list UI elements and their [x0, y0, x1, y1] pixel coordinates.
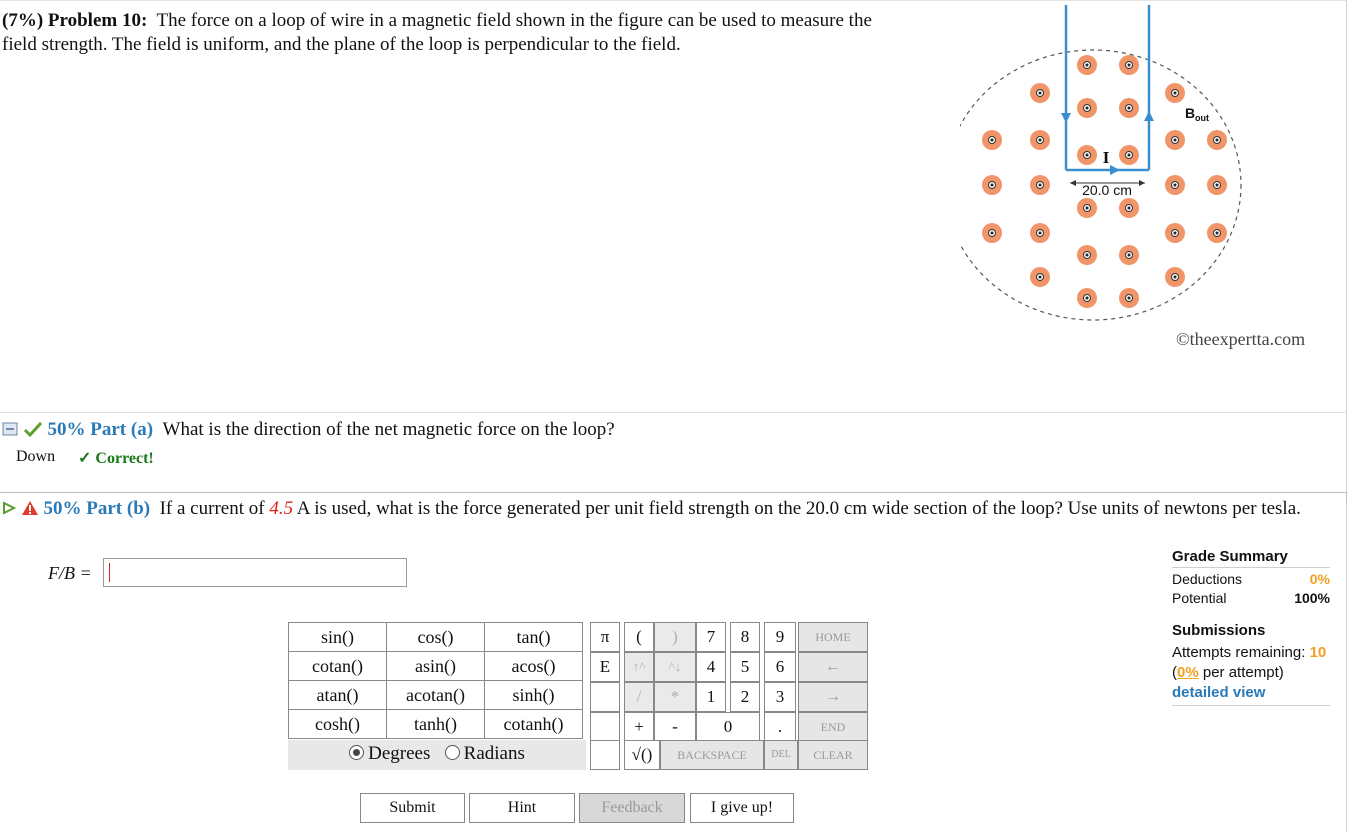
key-1[interactable]: 1	[696, 682, 726, 712]
field-dot-core	[1039, 232, 1042, 235]
field-dot-core	[1086, 207, 1089, 210]
potential-label: Potential	[1172, 590, 1227, 606]
field-dot-core	[1086, 64, 1089, 67]
answer-label: F/B =	[48, 563, 92, 583]
key-home[interactable]: HOME	[798, 622, 868, 652]
field-dot-core	[1039, 139, 1042, 142]
field-dot-core	[1128, 64, 1131, 67]
key-acotan[interactable]: acotan()	[387, 681, 485, 710]
key-e[interactable]: E	[590, 652, 620, 682]
field-dot-core	[1086, 297, 1089, 300]
key-sqrt[interactable]: √()	[624, 740, 660, 770]
field-dot-core	[1128, 297, 1131, 300]
key-del[interactable]: DEL	[764, 740, 798, 770]
part-b-label: Part (b)	[86, 498, 151, 519]
function-keypad	[288, 622, 583, 739]
key-decimal[interactable]: .	[764, 712, 796, 742]
checkmark-icon	[23, 421, 43, 437]
detailed-view-link[interactable]: detailed view	[1172, 684, 1266, 701]
key-close-paren[interactable]: )	[654, 622, 696, 652]
key-blank-3	[590, 740, 620, 770]
field-dot-core	[1128, 107, 1131, 110]
give-up-button[interactable]: I give up!	[690, 793, 794, 823]
field-dot-core	[1086, 107, 1089, 110]
field-dot-core	[1128, 207, 1131, 210]
figure-credit: ©theexpertta.com	[1176, 329, 1306, 349]
field-dot-core	[1174, 232, 1177, 235]
field-label: B	[1185, 105, 1196, 121]
key-atan[interactable]: atan()	[289, 681, 387, 710]
key-up[interactable]: ↑^	[624, 652, 654, 682]
key-9[interactable]: 9	[764, 622, 796, 652]
problem-title: Problem 10:	[47, 10, 148, 31]
key-acos[interactable]: acos()	[485, 652, 583, 681]
key-sin[interactable]: sin()	[289, 623, 387, 652]
hint-button[interactable]: Hint	[469, 793, 575, 823]
width-label: 20.0 cm	[1082, 182, 1132, 198]
submit-button[interactable]: Submit	[360, 793, 465, 823]
current-label: I	[1102, 148, 1110, 167]
feedback-button[interactable]: Feedback	[579, 793, 685, 823]
save-icon[interactable]	[2, 422, 18, 436]
current-value: 4.5	[269, 498, 294, 519]
play-arrow-icon	[2, 501, 16, 515]
key-4[interactable]: 4	[696, 652, 726, 682]
field-dot-core	[1086, 254, 1089, 257]
field-dot-core	[1086, 154, 1089, 157]
answer-input[interactable]	[103, 558, 407, 587]
field-dot-core	[1128, 254, 1131, 257]
part-b-percent: 50%	[43, 498, 82, 519]
attempts-value: 10	[1309, 644, 1327, 661]
field-dot-core	[1216, 184, 1219, 187]
per-attempt-pct: 0%	[1177, 664, 1199, 681]
key-7[interactable]: 7	[696, 622, 726, 652]
per-attempt-text: per attempt)	[1202, 664, 1284, 681]
radians-label: Radians	[463, 743, 525, 764]
key-plus[interactable]: +	[624, 712, 654, 742]
deductions-label: Deductions	[1172, 571, 1243, 587]
key-blank-1	[590, 682, 620, 712]
field-dot-core	[1174, 184, 1177, 187]
key-clear[interactable]: CLEAR	[798, 740, 868, 770]
grade-summary: Grade Summary Deductions 0% Potential 100% Submissions Attempts remaining: 10 (0% per attempt) detailed view	[1172, 548, 1330, 706]
field-dot-core	[1039, 184, 1042, 187]
part-a-percent: 50%	[47, 419, 86, 440]
part-a-answer: Down	[16, 448, 56, 465]
field-dot-core	[1174, 276, 1177, 279]
key-2[interactable]: 2	[730, 682, 760, 712]
key-minus[interactable]: -	[654, 712, 696, 742]
part-a-question: What is the direction of the net magnetic force on the loop?	[162, 419, 615, 440]
key-6[interactable]: 6	[764, 652, 796, 682]
field-dot-core	[1216, 232, 1219, 235]
field-dot-core	[1039, 92, 1042, 95]
field-dot-core	[1128, 154, 1131, 157]
field-dot-core	[1039, 276, 1042, 279]
part-b-question-post: A is used, what is the force generated per unit field strength on the 20.0 cm wide section of the loop? Use units of newtons per tesla.	[296, 498, 1301, 519]
key-3[interactable]: 3	[764, 682, 796, 712]
key-8[interactable]: 8	[730, 622, 760, 652]
key-right-arrow[interactable]: →	[798, 682, 868, 712]
submissions-title: Submissions	[1172, 622, 1266, 639]
key-down[interactable]: ^↓	[654, 652, 696, 682]
key-left-arrow[interactable]: ←	[798, 652, 868, 682]
key-asin[interactable]: asin()	[387, 652, 485, 681]
field-dot-core	[1174, 92, 1177, 95]
part-a-label: Part (a)	[90, 419, 154, 440]
field-dot-core	[991, 139, 994, 142]
key-0[interactable]: 0	[696, 712, 760, 742]
potential-value: 100%	[1294, 590, 1330, 606]
key-cotan[interactable]: cotan()	[289, 652, 387, 681]
key-tan[interactable]: tan()	[485, 623, 583, 652]
part-a-header	[2, 419, 615, 441]
degrees-label: Degrees	[368, 743, 431, 764]
magnetic-field-figure	[960, 5, 1250, 335]
field-dot-core	[1216, 139, 1219, 142]
key-open-paren[interactable]: (	[624, 622, 654, 652]
problem-percent: (7%)	[2, 10, 44, 31]
angle-mode-row	[288, 740, 586, 770]
key-divide[interactable]: /	[624, 682, 654, 712]
grade-summary-title: Grade Summary	[1172, 548, 1330, 568]
text-cursor	[109, 563, 110, 582]
key-cosh[interactable]: cosh()	[289, 710, 387, 739]
problem-statement	[2, 9, 882, 57]
field-dot-core	[1174, 139, 1177, 142]
key-end[interactable]: END	[798, 712, 868, 742]
part-b-question-pre: If a current of	[159, 498, 265, 519]
field-dot-core	[991, 232, 994, 235]
degrees-radio[interactable]	[349, 745, 364, 760]
attempts-label: Attempts remaining:	[1172, 644, 1306, 661]
key-5[interactable]: 5	[730, 652, 760, 682]
key-tanh[interactable]: tanh()	[387, 710, 485, 739]
key-cotanh[interactable]: cotanh()	[485, 710, 583, 739]
part-b-header	[2, 497, 1337, 521]
key-pi[interactable]: π	[590, 622, 620, 652]
problem-body: The force on a loop of wire in a magnetic field shown in the figure can be used to measure the field strength. The field is uniform, and the plane of the loop is perpendicular to the field.	[2, 10, 872, 55]
key-cos[interactable]: cos()	[387, 623, 485, 652]
field-dot-core	[991, 184, 994, 187]
radians-radio[interactable]	[445, 745, 460, 760]
warning-icon	[21, 500, 39, 516]
key-sinh[interactable]: sinh()	[485, 681, 583, 710]
key-multiply[interactable]: *	[654, 682, 696, 712]
field-subscript: out	[1195, 113, 1209, 123]
key-blank-2	[590, 712, 620, 742]
part-a-status: ✓ Correct!	[78, 450, 154, 467]
deductions-value: 0%	[1309, 571, 1330, 587]
key-backspace[interactable]: BACKSPACE	[660, 740, 764, 770]
